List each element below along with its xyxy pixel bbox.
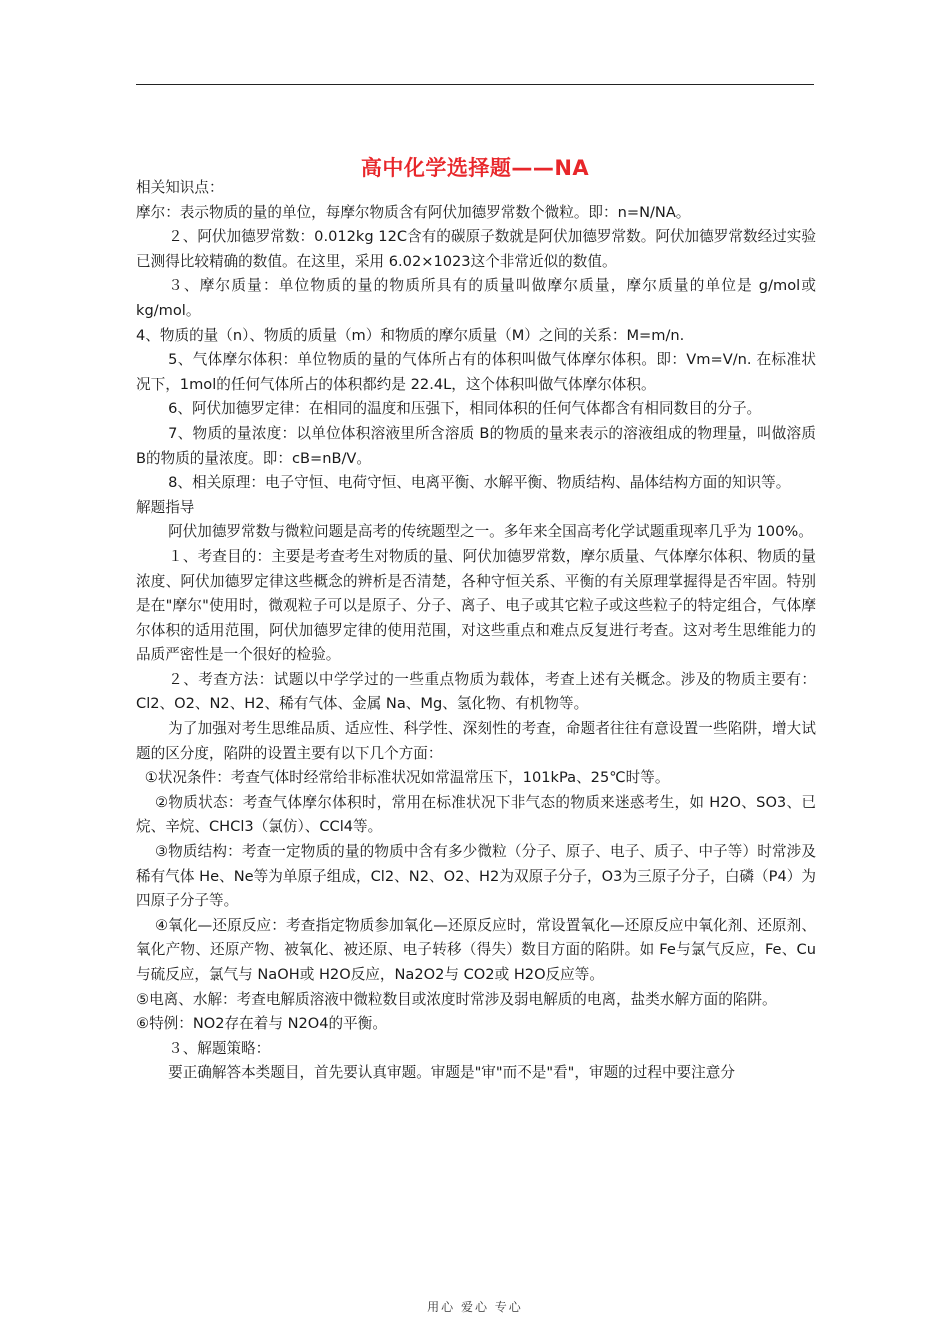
paragraph: 摩尔：表示物质的量的单位，每摩尔物质含有阿伏加德罗常数个微粒。即：n=N/NA。 — [136, 203, 691, 221]
document-body — [136, 176, 816, 1086]
paragraph: ⑥特例：NO2存在着与 N2O4的平衡。 — [136, 1015, 387, 1033]
paragraph: ④氧化—还原反应：考查指定物质参加氧化—还原反应时，常设置氧化—还原反应中氧化剂、还原剂、氧化产物、还原产物、被氧化、被还原、电子转移（得失）数目方面的陷阱。如 Fe与氯气反应，Fe、Cu与硫反应，氯气与 NaOH或 H2O反应，Na2O2与 CO2或 H2O反应等。 — [136, 916, 816, 983]
paragraph: 相关知识点： — [136, 179, 224, 196]
page-footer: 用心 爱心 专心 — [427, 1300, 523, 1314]
paragraph: 7、物质的量浓度：以单位体积溶液里所含溶质 B的物质的量来表示的溶液组成的物理量，叫做溶质 B的物质的量浓度。即：cB=nB/V。 — [136, 424, 816, 467]
paragraph: ②物质状态：考查气体摩尔体积时，常用在标准状况下非气态的物质来迷惑考生，如 H2O、SO3、已烷、辛烷、CHCl3（氯仿）、CCl4等。 — [136, 793, 816, 836]
paragraph: ⑤电离、水解：考查电解质溶液中微粒数目或浓度时常涉及弱电解质的电离，盐类水解方面的陷阱。 — [136, 990, 777, 1008]
paragraph: 阿伏加德罗常数与微粒问题是高考的传统题型之一。多年来全国高考化学试题重现率几乎为 100%。 — [168, 523, 813, 541]
paragraph: １、考查目的：主要是考查考生对物质的量、阿伏加德罗常数，摩尔质量、气体摩尔体积、物质的量浓度、阿伏加德罗定律这些概念的辨析是否清楚，各种守恒关系、平衡的有关原理掌握得是否牢固。特别是在"摩尔"使用时，微观粒子可以是原子、分子、离子、电子或其它粒子或这些粒子的特定组合，气体摩尔体积的适用范围，阿伏加德罗定律的使用范围，对这些重点和难点反复进行考查。这对考生思维能力的品质严密性是一个很好的检验。 — [136, 547, 816, 664]
paragraph: 6、阿伏加德罗定律：在相同的温度和压强下，相同体积的任何气体都含有相同数目的分子。 — [168, 400, 762, 418]
paragraph: 为了加强对考生思维品质、适应性、科学性、深刻性的考查，命题者往往有意设置一些陷阱，增大试题的区分度，陷阱的设置主要有以下几个方面： — [136, 720, 816, 762]
paragraph: ③物质结构：考查一定物质的量的物质中含有多少微粒（分子、原子、电子、质子、中子等）时常涉及稀有气体 He、Ne等为单原子组成，Cl2、N2、O2、H2为双原子分子，O3为三原子分子，白磷（P4）为四原子分子等。 — [136, 843, 816, 910]
paragraph: 5、气体摩尔体积：单位物质的量的气体所占有的体积叫做气体摩尔体积。即：Vm=V/n. 在标准状况下，1mol的任何气体所占的体积都约是 22.4L，这个体积叫做气体摩尔体积。 — [136, 351, 816, 393]
paragraph: ３、摩尔质量：单位物质的量的物质所具有的质量叫做摩尔质量，摩尔质量的单位是 g/mol或 kg/mol。 — [136, 277, 816, 319]
paragraph: 要正确解答本类题目，首先要认真审题。审题是"审"而不是"看"，审题的过程中要注意分 — [168, 1064, 735, 1082]
paragraph: 解题指导 — [136, 498, 195, 516]
paragraph: ２、考查方法：试题以中学学过的一些重点物质为载体，考查上述有关概念。涉及的物质主要有：Cl2、O2、N2、H2、稀有气体、金属 Na、Mg、氢化物、有机物等。 — [136, 670, 816, 713]
paragraph: ２、阿伏加德罗常数：0.012kg 12C含有的碳原子数就是阿伏加德罗常数。阿伏加德罗常数经过实验已测得比较精确的数值。在这里，采用 6.02×1023这个非常近似的数值。 — [136, 228, 816, 270]
paragraph: 4、物质的量（n）、物质的质量（m）和物质的摩尔质量（M）之间的关系：M=m/n. — [136, 326, 685, 344]
paragraph: ①状况条件：考查气体时经常给非标准状况如常温常压下，101kPa、25℃时等。 — [144, 769, 670, 787]
paragraph: ３、解题策略： — [168, 1039, 271, 1057]
paragraph: 8、相关原理：电子守恒、电荷守恒、电离平衡、水解平衡、物质结构、晶体结构方面的知识等。 — [168, 474, 791, 492]
header-rule — [136, 84, 814, 85]
document-title: 高中化学选择题——NA — [360, 156, 590, 181]
